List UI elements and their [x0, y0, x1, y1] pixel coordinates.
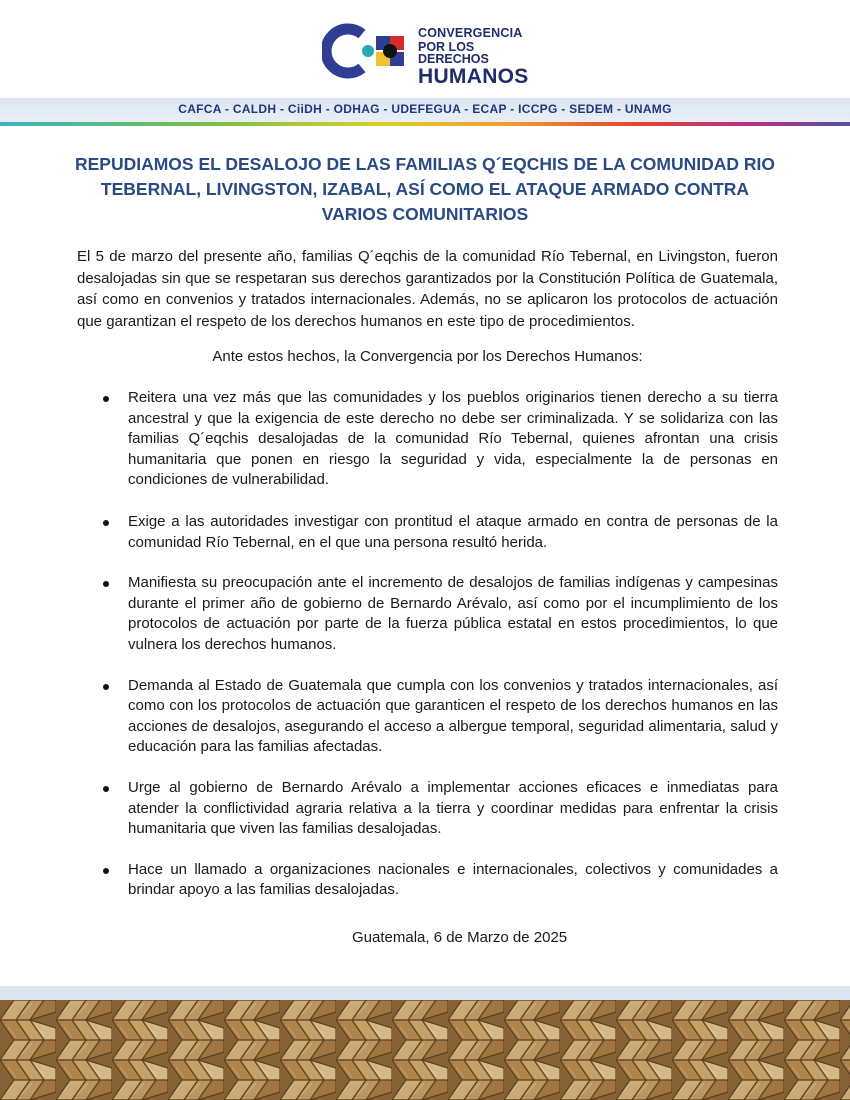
document-date: Guatemala, 6 de Marzo de 2025: [352, 929, 568, 946]
list-item-text: Reitera una vez más que las comunidades y los pueblos originarios tienen derecho a su tierra ancestral y que la exigencia de este derecho no debe ser criminalizada. Y se solidariza con las familias Q´eqchis desalojadas de la comunidad Río Tebernal, quienes afrontan una crisis humanitaria que ponen en riesgo la seguridad y vida, especialmente la de personas en condiciones de vulnerabilidad.: [128, 389, 778, 489]
woven-texture-icon: [0, 1000, 850, 1100]
list-item-text: Urge al gobierno de Bernardo Arévalo a implementar acciones eficaces e inmediatas para atender la conflictividad agraria relativa a la tierra y coordinar medidas para enfrentar la crisis humanitaria que viven las familias desalojadas.: [128, 778, 778, 838]
logo-line-1: CONVERGENCIA: [418, 26, 523, 40]
bullet-icon: [103, 520, 109, 526]
member-organizations: CAFCA - CALDH - CiiDH - ODHAG - UDEFEGUA - ECAP - ICCPG - SEDEM - UNAMG: [178, 102, 672, 116]
logo-line-2: POR LOS DERECHOS: [418, 39, 489, 66]
intro-paragraph: El 5 de marzo del presente año, familias Q´eqchis de la comunidad Río Tebernal, en Livingston, fueron desalojadas sin que se respetaran sus derechos garantizados por la Constitución Política de Guatemala, así como en convenios y tratados internacionales. Además, no se aplicaron los protocolos de actuación que garantizan el respeto de los derechos humanos en este tipo de procedimientos.: [77, 248, 778, 330]
list-item: [77, 512, 778, 553]
document-title: REPUDIAMOS EL DESALOJO DE LAS FAMILIAS Q´EQCHIS DE LA COMUNIDAD RIO TEBERNAL, LIVINGSTON, IZABAL, ASÍ COMO EL ATAQUE ARMADO CONTRA VARIOS COMUNITARIOS: [74, 154, 776, 224]
demands-list: [77, 388, 778, 901]
woven-palm-footer-image: [0, 1000, 850, 1100]
bullet-icon: [103, 396, 109, 402]
list-item-text: Manifiesta su preocupación ante el incremento de desalojos de familias indígenas y campesinas durante el primer año de gobierno de Bernardo Arévalo, así como por el incumplimiento de los protocolos de actuación por parte de la fuerza pública estatal en estos procedimientos, lo que vulnera los derechos humanos.: [128, 574, 778, 653]
bullet-icon: [103, 684, 109, 690]
lead-sentence: Ante estos hechos, la Convergencia por los Derechos Humanos:: [212, 348, 643, 365]
list-item: [77, 573, 778, 655]
list-item-text: Demanda al Estado de Guatemala que cumpla con los convenios y tratados internacionales, así como con los protocolos de actuación que garanticen el respeto de los derechos humanos en las acciones de desalojos, asegurando el acceso a albergue temporal, seguridad alimentaria, salud y educación para las familias afectadas.: [128, 676, 778, 756]
bullet-icon: [103, 786, 109, 792]
list-item: [77, 676, 778, 758]
list-item: [77, 388, 778, 491]
bullet-icon: [103, 581, 109, 587]
logo-wordmark: [418, 27, 532, 87]
convergencia-logo: [322, 20, 532, 88]
rainbow-divider: [0, 122, 850, 126]
logo-line-3: HUMANOS: [418, 64, 529, 88]
list-item: [77, 860, 778, 901]
list-item-text: Hace un llamado a organizaciones nacionales e internacionales, colectivos y comunidades a brindar apoyo a las familias desalojadas.: [128, 860, 778, 899]
logo-mark-icon: [322, 22, 417, 80]
list-item: [77, 778, 778, 840]
bullet-icon: [103, 868, 109, 874]
list-item-text: Exige a las autoridades investigar con prontitud el ataque armado en contra de personas de la comunidad Río Tebernal, en el que una persona resultó herida.: [128, 512, 778, 551]
